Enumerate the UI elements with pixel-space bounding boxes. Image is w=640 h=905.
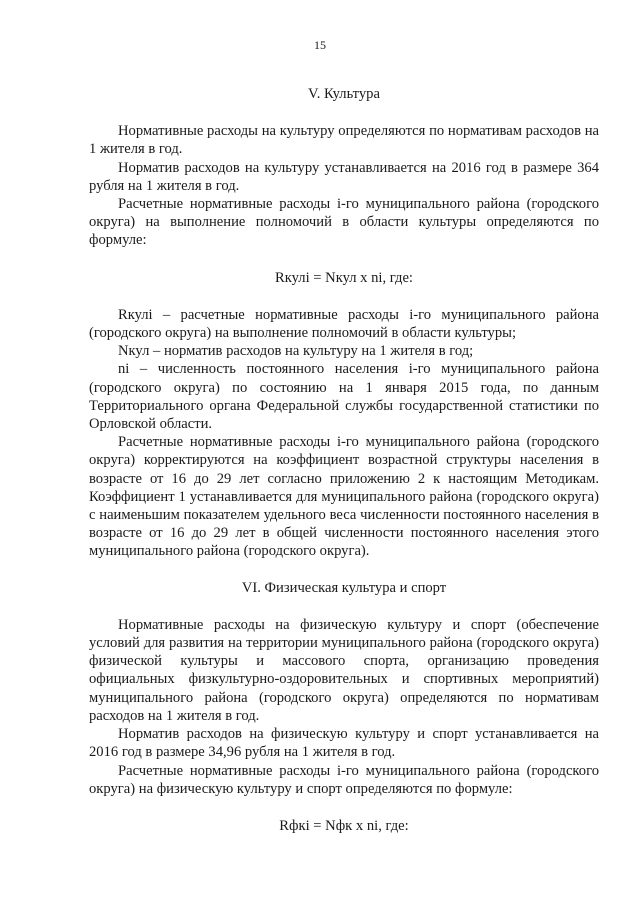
formula-sport: Rфкi = Nфк x ni, где: [279,817,409,834]
section-heading-sport: VI. Физическая культура и спорт [241,579,447,596]
paragraph: Норматив расходов на физическую культуру и спорт устанавливается на 2016 год в размере 34,96 рубля на 1 жителя в год. [89,726,599,761]
definition-paragraph: ni – численность постоянного населения i-го муниципального района (городского округа) по состоянию на 1 января 2015 года, по данным Территориального органа Федеральной службы государственной статистики по Орловской области. [89,361,599,433]
paragraph: Расчетные нормативные расходы i-го муниципального района (городского округа) на физическую культуру и спорт определяются по формуле: [89,762,599,797]
definition-paragraph: Rкулi – расчетные нормативные расходы i-го муниципального района (городского округа) на выполнение полномочий в области культуры; [89,306,599,342]
paragraph: Норматив расходов на культуру устанавливается на 2016 год в размере 364 рубля на 1 жителя в год. [89,159,599,194]
paragraph: Расчетные нормативные расходы i-го муниципального района (городского округа) корректируются на коэффициент возрастной структуры населения в возрасте от 16 до 29 лет согласно приложению 2 к настоящим Методикам. Коэффициент 1 устанавливается для муниципального района (городского округа) с наименьшим показателем удельного веса численности постоянного населения в возрасте от 16 до 29 лет в общей численности постоянного населения этого муниципального района (городского округа). [89,434,599,560]
paragraph: Нормативные расходы на физическую культуру и спорт (обеспечение условий для развития на территории муниципального района (городского округа) физической культуры и массового спорта, организацию проведения официальных физкультурно-оздоровительных и спортивных мероприятий) муниципального района (городского округа) определяются по нормативам расходов на 1 жителя в год. [89,616,599,724]
section-heading-culture: V. Культура [308,86,380,102]
page-number: 15 [314,38,326,52]
paragraph: Расчетные нормативные расходы i-го муниципального района (городского округа) на выполнение полномочий в области культуры определяются по формуле: [89,196,599,249]
formula-culture: Rкулi = Nкул x ni, где: [275,269,413,286]
document-body [89,85,599,835]
paragraph: Нормативные расходы на культуру определяются по нормативам расходов на 1 жителя в год. [89,123,599,158]
definition-paragraph: Nкул – норматив расходов на культуру на 1 жителя в год; [118,343,474,360]
